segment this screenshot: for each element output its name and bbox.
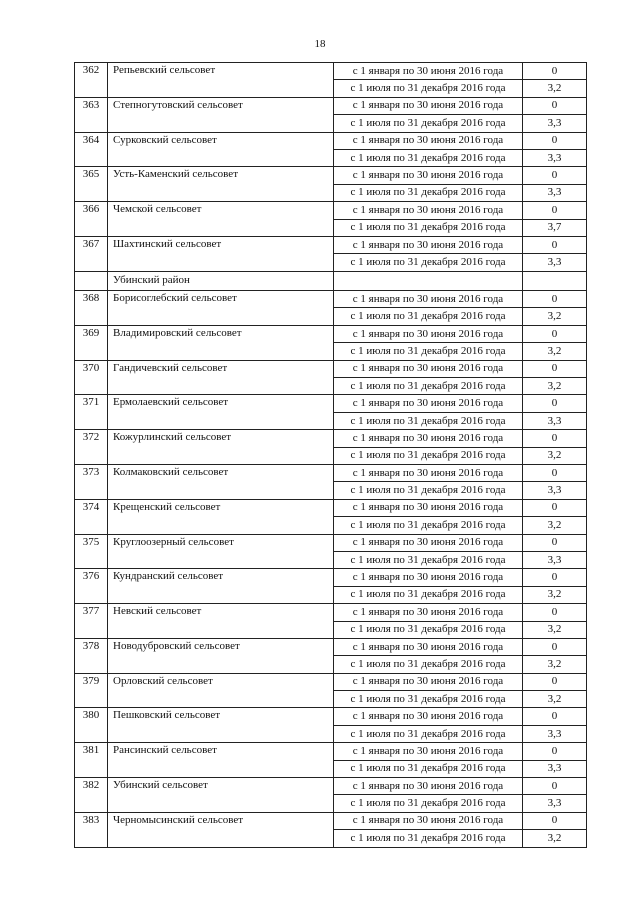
period-label: с 1 января по 30 июня 2016 года [334, 464, 523, 481]
row-number: 365 [75, 167, 108, 202]
page-number: 18 [314, 38, 326, 50]
settlement-name: Крещенский сельсовет [108, 499, 334, 534]
rate-value: 0 [523, 673, 587, 690]
rate-value: 0 [523, 569, 587, 586]
table-row [75, 812, 587, 829]
table-row [75, 167, 587, 184]
settlement-name: Сурковский сельсовет [108, 132, 334, 167]
row-number: 378 [75, 638, 108, 673]
row-number: 379 [75, 673, 108, 708]
table-row [75, 673, 587, 690]
table-row [75, 604, 587, 621]
rate-value: 3,2 [523, 517, 587, 534]
rate-value: 3,2 [523, 830, 587, 847]
rate-value: 3,3 [523, 115, 587, 132]
rate-value: 0 [523, 291, 587, 308]
period-label: с 1 июля по 31 декабря 2016 года [334, 219, 523, 236]
rate-value: 0 [523, 63, 587, 80]
table-row [75, 778, 587, 795]
rate-value: 3,2 [523, 586, 587, 603]
settlement-name: Пешковский сельсовет [108, 708, 334, 743]
table-row [75, 534, 587, 551]
row-number: 368 [75, 291, 108, 326]
settlement-name: Невский сельсовет [108, 604, 334, 639]
settlement-name: Ермолаевский сельсовет [108, 395, 334, 430]
row-number-cell [75, 271, 108, 290]
rate-value: 0 [523, 464, 587, 481]
rate-value: 3,3 [523, 760, 587, 777]
period-cell [334, 271, 523, 290]
period-label: с 1 января по 30 июня 2016 года [334, 132, 523, 149]
period-label: с 1 января по 30 июня 2016 года [334, 743, 523, 760]
period-label: с 1 июля по 31 декабря 2016 года [334, 308, 523, 325]
rate-value: 3,3 [523, 184, 587, 201]
period-label: с 1 января по 30 июня 2016 года [334, 395, 523, 412]
rate-value: 3,2 [523, 343, 587, 360]
row-number: 377 [75, 604, 108, 639]
settlement-name: Степногутовский сельсовет [108, 97, 334, 132]
period-label: с 1 января по 30 июня 2016 года [334, 167, 523, 184]
rate-value: 0 [523, 325, 587, 342]
period-label: с 1 января по 30 июня 2016 года [334, 812, 523, 829]
settlement-name: Репьевский сельсовет [108, 63, 334, 98]
rate-value: 3,3 [523, 254, 587, 271]
table-row [75, 63, 587, 80]
settlement-name: Кожурлинский сельсовет [108, 430, 334, 465]
period-label: с 1 января по 30 июня 2016 года [334, 63, 523, 80]
row-number: 383 [75, 812, 108, 847]
district-header-row [75, 271, 587, 290]
period-label: с 1 января по 30 июня 2016 года [334, 604, 523, 621]
rate-value: 0 [523, 778, 587, 795]
row-number: 370 [75, 360, 108, 395]
rate-value: 3,3 [523, 412, 587, 429]
row-number: 380 [75, 708, 108, 743]
period-label: с 1 июля по 31 декабря 2016 года [334, 115, 523, 132]
period-label: с 1 июля по 31 декабря 2016 года [334, 149, 523, 166]
rate-value: 0 [523, 132, 587, 149]
period-label: с 1 июля по 31 декабря 2016 года [334, 691, 523, 708]
rate-value: 3,3 [523, 795, 587, 812]
row-number: 373 [75, 464, 108, 499]
rate-value: 3,2 [523, 621, 587, 638]
settlement-name: Борисоглебский сельсовет [108, 291, 334, 326]
row-number: 369 [75, 325, 108, 360]
settlement-name: Убинский сельсовет [108, 778, 334, 813]
period-label: с 1 июля по 31 декабря 2016 года [334, 760, 523, 777]
settlement-name: Владимировский сельсовет [108, 325, 334, 360]
settlement-name: Рансинский сельсовет [108, 743, 334, 778]
period-label: с 1 июля по 31 декабря 2016 года [334, 795, 523, 812]
table-row [75, 395, 587, 412]
period-label: с 1 января по 30 июня 2016 года [334, 638, 523, 655]
row-number: 375 [75, 534, 108, 569]
table-row [75, 430, 587, 447]
rates-table [74, 62, 587, 848]
period-label: с 1 июля по 31 декабря 2016 года [334, 551, 523, 568]
row-number: 372 [75, 430, 108, 465]
rate-value: 3,2 [523, 308, 587, 325]
table-row [75, 132, 587, 149]
settlement-name: Новодубровский сельсовет [108, 638, 334, 673]
period-label: с 1 января по 30 июня 2016 года [334, 291, 523, 308]
rate-value: 0 [523, 97, 587, 114]
period-label: с 1 января по 30 июня 2016 года [334, 569, 523, 586]
value-cell [523, 271, 587, 290]
table-row [75, 464, 587, 481]
period-label: с 1 июля по 31 декабря 2016 года [334, 343, 523, 360]
row-number: 381 [75, 743, 108, 778]
rate-value: 3,2 [523, 80, 587, 97]
table-body [75, 63, 587, 848]
period-label: с 1 июля по 31 декабря 2016 года [334, 412, 523, 429]
period-label: с 1 января по 30 июня 2016 года [334, 325, 523, 342]
district-name: Убинский район [108, 271, 334, 290]
row-number: 371 [75, 395, 108, 430]
row-number: 374 [75, 499, 108, 534]
table-row [75, 708, 587, 725]
table-row [75, 499, 587, 516]
period-label: с 1 января по 30 июня 2016 года [334, 708, 523, 725]
rate-value: 3,2 [523, 378, 587, 395]
table-row [75, 97, 587, 114]
table-row [75, 202, 587, 219]
period-label: с 1 июля по 31 декабря 2016 года [334, 378, 523, 395]
period-label: с 1 июля по 31 декабря 2016 года [334, 830, 523, 847]
settlement-name: Круглоозерный сельсовет [108, 534, 334, 569]
rate-value: 0 [523, 395, 587, 412]
period-label: с 1 июля по 31 декабря 2016 года [334, 656, 523, 673]
settlement-name: Шахтинский сельсовет [108, 236, 334, 271]
row-number: 382 [75, 778, 108, 813]
period-label: с 1 января по 30 июня 2016 года [334, 236, 523, 253]
settlement-name: Чемской сельсовет [108, 202, 334, 237]
rate-value: 0 [523, 360, 587, 377]
rate-value: 3,3 [523, 725, 587, 742]
rate-value: 0 [523, 430, 587, 447]
period-label: с 1 июля по 31 декабря 2016 года [334, 80, 523, 97]
period-label: с 1 января по 30 июня 2016 года [334, 778, 523, 795]
settlement-name: Колмаковский сельсовет [108, 464, 334, 499]
period-label: с 1 января по 30 июня 2016 года [334, 673, 523, 690]
rate-value: 0 [523, 202, 587, 219]
rate-value: 3,7 [523, 219, 587, 236]
rate-value: 0 [523, 743, 587, 760]
settlement-name: Орловский сельсовет [108, 673, 334, 708]
table-row [75, 291, 587, 308]
period-label: с 1 июля по 31 декабря 2016 года [334, 447, 523, 464]
settlement-name: Кундранский сельсовет [108, 569, 334, 604]
row-number: 367 [75, 236, 108, 271]
period-label: с 1 июля по 31 декабря 2016 года [334, 621, 523, 638]
rate-value: 0 [523, 812, 587, 829]
rate-value: 3,2 [523, 656, 587, 673]
period-label: с 1 июля по 31 декабря 2016 года [334, 586, 523, 603]
period-label: с 1 июля по 31 декабря 2016 года [334, 184, 523, 201]
table-row [75, 638, 587, 655]
rate-value: 0 [523, 708, 587, 725]
table-row [75, 743, 587, 760]
period-label: с 1 января по 30 июня 2016 года [334, 202, 523, 219]
row-number: 362 [75, 63, 108, 98]
rate-value: 0 [523, 534, 587, 551]
rate-value: 0 [523, 167, 587, 184]
rate-value: 0 [523, 604, 587, 621]
rate-value: 3,2 [523, 447, 587, 464]
row-number: 364 [75, 132, 108, 167]
period-label: с 1 января по 30 июня 2016 года [334, 499, 523, 516]
rate-value: 3,3 [523, 149, 587, 166]
rate-value: 0 [523, 638, 587, 655]
period-label: с 1 июля по 31 декабря 2016 года [334, 254, 523, 271]
settlement-name: Гандичевский сельсовет [108, 360, 334, 395]
period-label: с 1 января по 30 июня 2016 года [334, 534, 523, 551]
period-label: с 1 июля по 31 декабря 2016 года [334, 517, 523, 534]
period-label: с 1 января по 30 июня 2016 года [334, 97, 523, 114]
rate-value: 0 [523, 499, 587, 516]
table-row [75, 569, 587, 586]
settlement-name: Черномысинский сельсовет [108, 812, 334, 847]
rate-value: 3,2 [523, 691, 587, 708]
period-label: с 1 июля по 31 декабря 2016 года [334, 725, 523, 742]
row-number: 363 [75, 97, 108, 132]
row-number: 376 [75, 569, 108, 604]
period-label: с 1 января по 30 июня 2016 года [334, 430, 523, 447]
table-row [75, 236, 587, 253]
rate-value: 0 [523, 236, 587, 253]
rate-value: 3,3 [523, 482, 587, 499]
table-row [75, 360, 587, 377]
rate-value: 3,3 [523, 551, 587, 568]
table-row [75, 325, 587, 342]
row-number: 366 [75, 202, 108, 237]
period-label: с 1 января по 30 июня 2016 года [334, 360, 523, 377]
settlement-name: Усть-Каменский сельсовет [108, 167, 334, 202]
period-label: с 1 июля по 31 декабря 2016 года [334, 482, 523, 499]
